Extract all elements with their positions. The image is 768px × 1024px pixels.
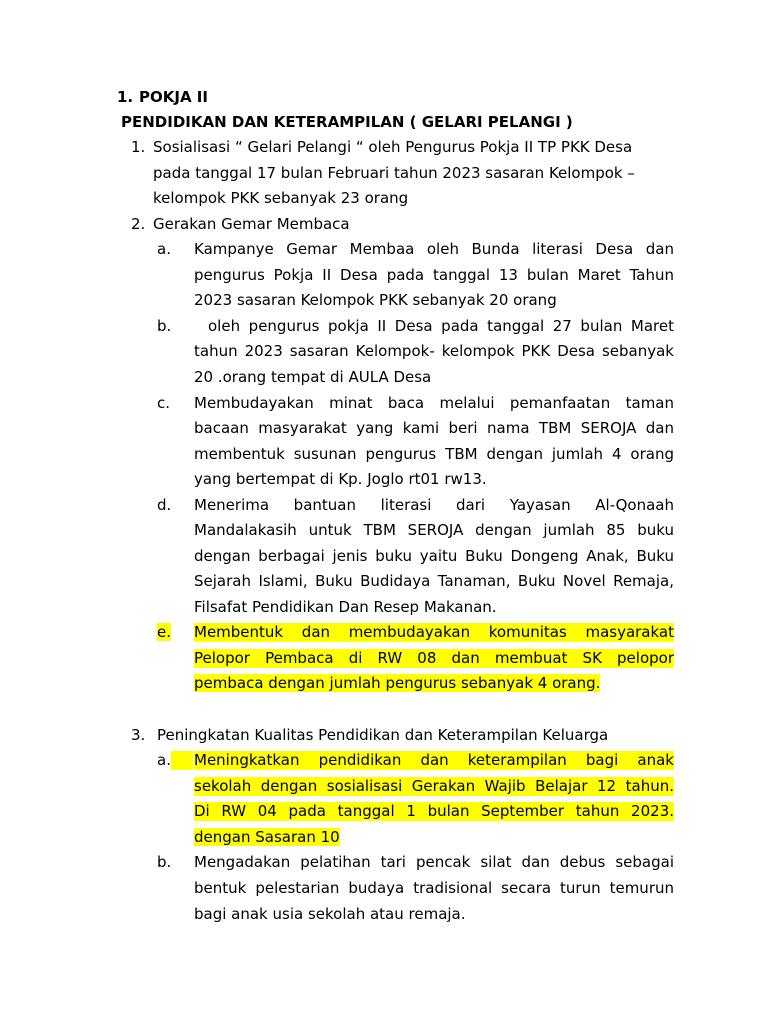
- item-3a-marker-text: a.: [157, 751, 171, 769]
- item-2e-line-1: Membentuk dan membudayakan komunitas masyarakat: [194, 623, 674, 641]
- item-2a-line-1: Kampanye Gemar Membaa oleh Bunda literasi Desa dan: [194, 240, 674, 258]
- item-3-label: Peningkatan Kualitas Pendidikan dan Keterampilan Keluarga: [157, 726, 609, 744]
- item-2d-line-1: Menerima bantuan literasi dari Yayasan Al-Qonaah: [194, 496, 674, 514]
- item-2c-line-1: Membudayakan minat baca melalui pemanfaatan taman: [194, 394, 674, 412]
- item-2b-line-3: 20 .orang tempat di AULA Desa: [194, 368, 432, 386]
- item-2a-line-3: 2023 sasaran Kelompok PKK sebanyak 20 orang: [194, 291, 557, 309]
- item-3b-line-1: Mengadakan pelatihan tari pencak silat dan debus sebagai: [194, 853, 674, 871]
- item-3a-marker: [157, 751, 193, 770]
- item-3b-line-2: bentuk pelestarian budaya tradisional secara turun temurun: [194, 879, 674, 897]
- item-2d-line-2: Mandalakasih untuk TBM SEROJA dengan jumlah 85 buku: [194, 521, 674, 539]
- item-2b-line-2: tahun 2023 sasaran Kelompok- kelompok PKK Desa sebanyak: [194, 342, 674, 360]
- item-2e-line-3-wrap: [194, 674, 600, 693]
- item-2e-marker: [157, 623, 171, 642]
- item-2c-line-3: membentuk susunan pengurus TBM dengan jumlah 4 orang: [194, 445, 674, 463]
- item-2c-line-2: bacaan masyarakat yang kami beri nama TBM SEROJA dan: [194, 419, 674, 437]
- item-3a-line-4: dengan Sasaran 10: [194, 828, 340, 846]
- item-3a-line-4-wrap: [194, 828, 340, 847]
- item-2e-line-3: pembaca dengan jumlah pengurus sebanyak 4 orang.: [194, 674, 601, 692]
- item-2-number: 2.: [131, 215, 146, 233]
- item-2b-line-1: oleh pengurus pokja II Desa pada tanggal 27 bulan Maret: [208, 317, 674, 335]
- section-title: POKJA II: [139, 88, 208, 106]
- item-2b-marker: b.: [157, 317, 172, 335]
- item-3a-line-2: sekolah dengan sosialisasi Gerakan Wajib Belajar 12 tahun.: [194, 777, 674, 795]
- item-2d-line-4: Sejarah Islami, Buku Budidaya Tanaman, Buku Novel Remaja,: [194, 572, 674, 590]
- item-2d-line-5: Filsafat Pendidikan Dan Resep Makanan.: [194, 598, 497, 616]
- item-2-label: Gerakan Gemar Membaca: [153, 215, 350, 233]
- item-3b-marker: b.: [157, 853, 172, 871]
- item-3a-line-3: Di RW 04 pada tanggal 1 bulan September tahun 2023.: [194, 802, 674, 820]
- section-subtitle: PENDIDIKAN DAN KETERAMPILAN ( GELARI PELANGI ): [121, 113, 573, 131]
- item-2e-marker-text: e.: [157, 623, 171, 641]
- item-3a-marker-highlight: [171, 751, 193, 770]
- item-2d-line-3: dengan berbagai jenis buku yaitu Buku Dongeng Anak, Buku: [194, 547, 674, 565]
- item-2e-line-2: Pelopor Pembaca di RW 08 dan membuat SK pelopor: [194, 649, 674, 667]
- item-2a-marker: a.: [157, 240, 171, 258]
- item-2c-line-4: yang bertempat di Kp. Joglo rt01 rw13.: [194, 470, 487, 488]
- item-1-line-2: pada tanggal 17 bulan Februari tahun 2023 sasaran Kelompok –: [153, 164, 635, 182]
- item-1-line-3: kelompok PKK sebanyak 23 orang: [153, 189, 409, 207]
- item-3b-line-3: bagi anak usia sekolah atau remaja.: [194, 905, 466, 923]
- item-3-number: 3.: [131, 726, 146, 744]
- item-2d-marker: d.: [157, 496, 172, 514]
- item-3a-line-1: Meningkatkan pendidikan dan keterampilan bagi anak: [194, 751, 674, 769]
- item-1-line-1: Sosialisasi “ Gelari Pelangi “ oleh Pengurus Pokja II TP PKK Desa: [153, 138, 633, 156]
- item-1-number: 1.: [131, 138, 146, 156]
- item-2a-line-2: pengurus Pokja II Desa pada tanggal 13 bulan Maret Tahun: [194, 266, 674, 284]
- section-number: 1.: [117, 88, 134, 106]
- item-2c-marker: c.: [157, 394, 171, 412]
